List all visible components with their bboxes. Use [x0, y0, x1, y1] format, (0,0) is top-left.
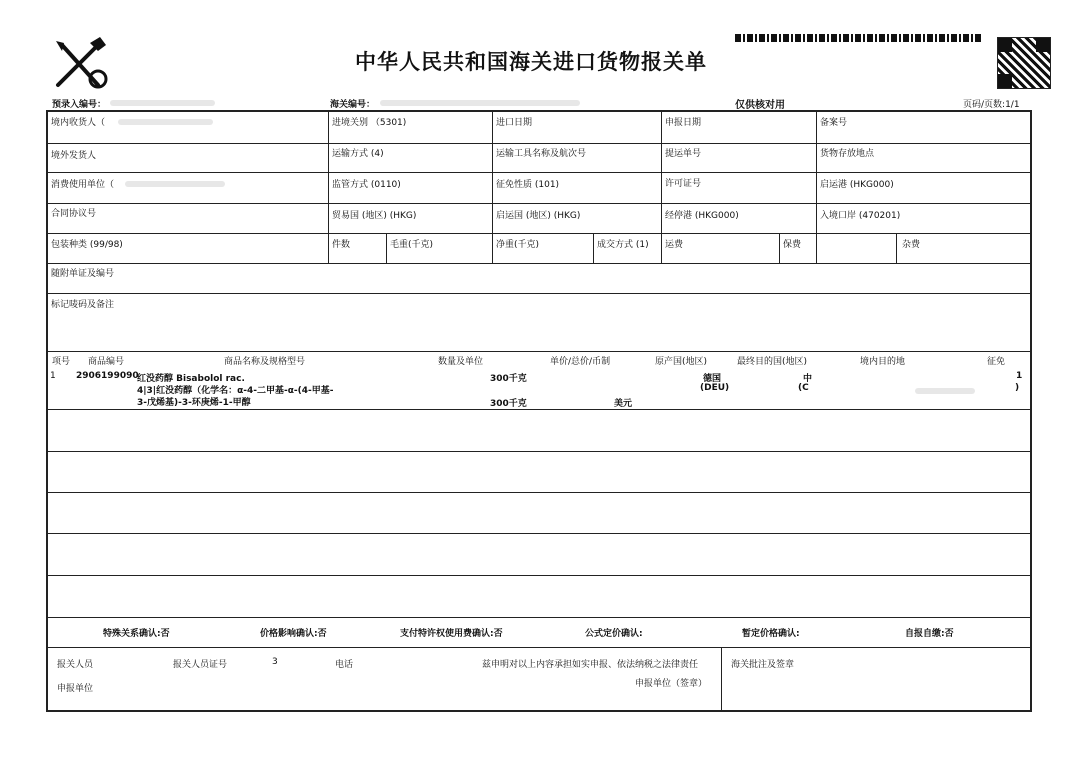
goods-origin2: (DEU)	[700, 383, 730, 393]
goods-col-final-dest: 最终目的国(地区)	[737, 357, 808, 367]
goods-origin1: 德国	[703, 374, 722, 384]
formula-price-confirm: 公式定价确认:	[585, 629, 643, 639]
net-weight-label: 净重(千克)	[496, 240, 540, 250]
qr-code-icon	[997, 37, 1051, 89]
barcode-icon	[735, 34, 981, 42]
self-report-confirm: 自报自缴:否	[905, 629, 954, 639]
customs-no-label: 海关编号：	[330, 100, 376, 110]
goods-col-price: 单价/总价/币制	[550, 357, 611, 367]
transport-mode: 运输方式 (4)	[332, 149, 384, 159]
license-no-label: 许可证号	[665, 179, 702, 189]
page-info: 页码/页数:1/1	[963, 100, 1020, 110]
goods-item-no: 1	[50, 371, 56, 381]
pieces-label: 件数	[332, 240, 351, 250]
goods-final1: 中	[803, 374, 813, 384]
internal-only-label: 仅供核对用	[735, 100, 785, 111]
contract-no-label: 合同协议号	[51, 209, 97, 219]
insurance-label: 保费	[783, 240, 802, 250]
import-date-label: 进口日期	[496, 118, 533, 128]
goods-col-hs-code: 商品编号	[88, 357, 125, 367]
record-no-label: 备案号	[820, 118, 848, 128]
goods-qty1: 300千克	[490, 374, 527, 384]
goods-col-item-no: 项号	[52, 357, 71, 367]
origin-country: 启运国 (地区) (HKG)	[496, 211, 581, 221]
goods-currency: 美元	[614, 399, 633, 409]
goods-col-name-spec: 商品名称及规格型号	[224, 357, 306, 367]
trade-country: 贸易国 (地区) (HKG)	[332, 211, 417, 221]
goods-exempt2: )	[1015, 383, 1020, 393]
transport-name-label: 运输工具名称及航次号	[496, 149, 587, 159]
price-impact-confirm: 价格影响确认:否	[260, 629, 327, 639]
phone-label: 电话	[335, 660, 354, 670]
departure-port: 启运港 (HKG000)	[820, 180, 894, 190]
goods-col-tax-exempt: 征免	[987, 357, 1006, 367]
goods-name-line3: 3-戊烯基)-3-环庚烯-1-甲醇	[137, 398, 251, 408]
goods-col-origin: 原产国(地区)	[655, 357, 708, 367]
goods-qty2: 300千克	[490, 399, 527, 409]
declare-unit-label: 申报单位	[57, 684, 94, 694]
declarant-label: 报关人员	[57, 660, 94, 670]
overseas-shipper-label: 境外发货人	[51, 151, 97, 161]
entry-port: 入境口岸 (470201)	[820, 211, 901, 221]
tax-nature: 征免性质 (101)	[496, 180, 560, 190]
marks-label: 标记唛码及备注	[51, 300, 115, 310]
special-relation-confirm: 特殊关系确认:否	[103, 629, 170, 639]
provisional-price-confirm: 暂定价格确认:	[742, 629, 800, 639]
docs-label: 随附单证及编号	[51, 269, 115, 279]
goods-final2: (C	[798, 383, 809, 393]
legal-statement: 兹申明对以上内容承担如实申报、依法纳税之法律责任	[482, 660, 699, 670]
declaration-form	[46, 110, 1032, 712]
declare-date-label: 申报日期	[665, 118, 702, 128]
royalty-confirm: 支付特许权使用费确认:否	[400, 629, 503, 639]
customs-approval-label: 海关批注及签章	[731, 660, 795, 670]
goods-col-qty-unit: 数量及单位	[438, 357, 484, 367]
goods-hs-code: 2906199090	[76, 371, 139, 381]
goods-col-domestic-dest: 境内目的地	[860, 357, 906, 367]
bill-no-label: 提运单号	[665, 149, 702, 159]
page-title: 中华人民共和国海关进口货物报关单	[355, 49, 707, 74]
stop-port: 经停港 (HKG000)	[665, 211, 739, 221]
declare-unit-seal: 申报单位（签章）	[635, 679, 708, 689]
pre-entry-label: 预录入编号：	[52, 100, 107, 110]
supervision-mode: 监管方式 (0110)	[332, 180, 401, 190]
package-type: 包装种类 (99/98)	[51, 240, 123, 250]
freight-label: 运费	[665, 240, 684, 250]
storage-place-label: 货物存放地点	[820, 149, 875, 159]
consignee-label: 境内收货人（	[51, 118, 106, 128]
goods-name-line1: 红没药醇 Bisabolol rac.	[137, 374, 245, 384]
entry-customs: 进境关别 （5301)	[332, 118, 407, 128]
declarant-id-value: 3	[272, 657, 278, 667]
goods-exempt1: 1	[1016, 371, 1023, 381]
consumer-label: 消费使用单位（	[51, 180, 115, 190]
gross-weight-label: 毛重(千克)	[390, 240, 434, 250]
transaction-mode: 成交方式 (1)	[597, 240, 649, 250]
goods-name-line2: 4|3|红没药醇（化学名：α-4-二甲基-α-(4-甲基-	[137, 386, 334, 396]
declarant-id-label: 报关人员证号	[173, 660, 228, 670]
misc-fee-label: 杂费	[902, 240, 921, 250]
customs-emblem-icon	[50, 35, 112, 93]
